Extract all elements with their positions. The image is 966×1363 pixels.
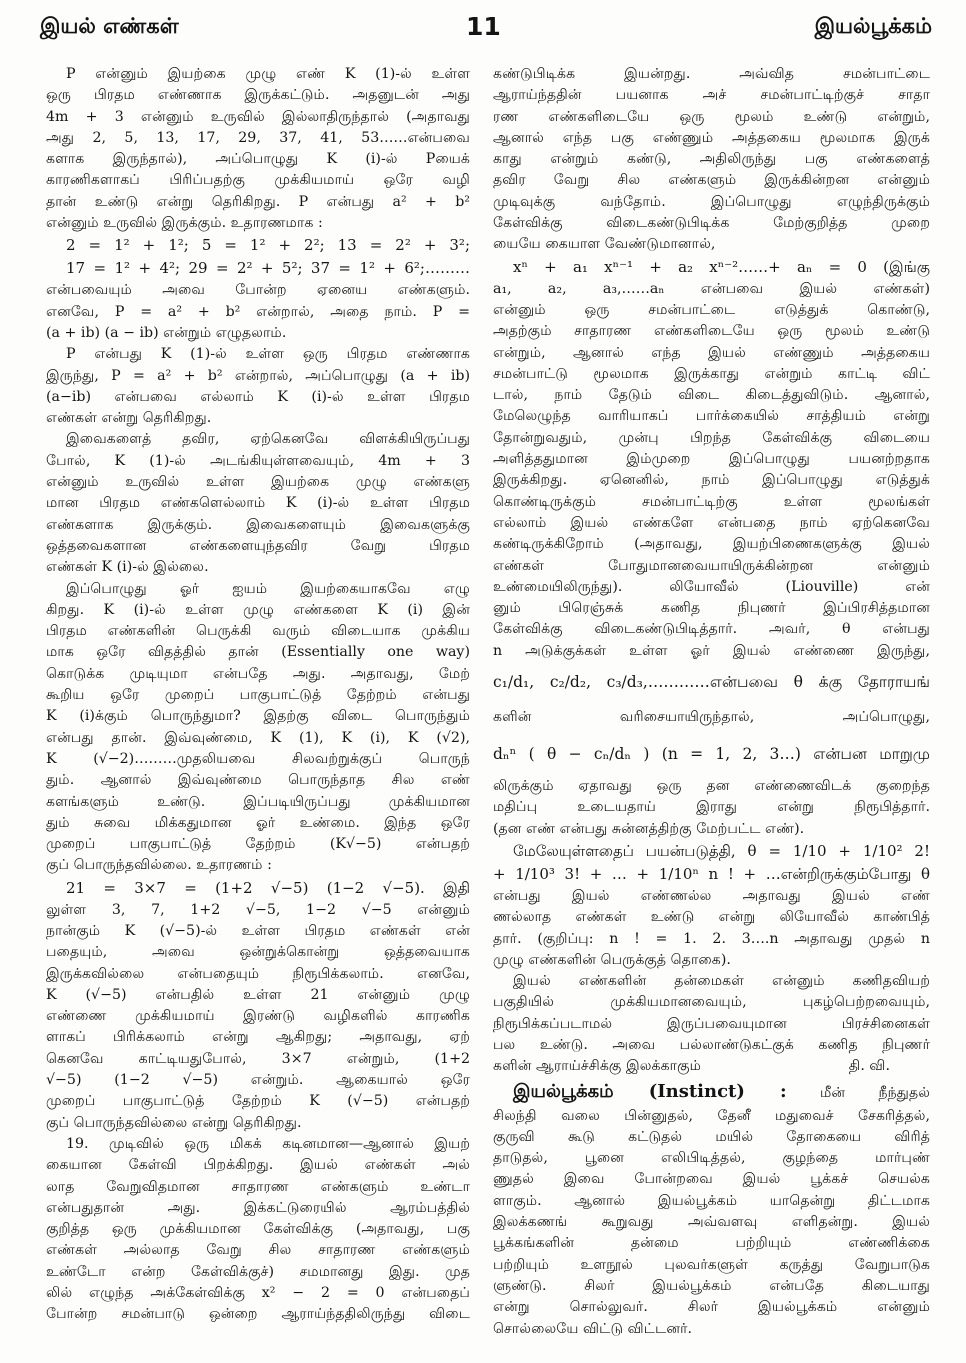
formula-line: xⁿ + a₁ xⁿ⁻¹ + a₂ xⁿ⁻²……+ aₙ = 0 (இங்கு — [513, 257, 930, 276]
text-line: என்றும், ஆனால் எந்த இயல் எண்ணும் அத்தகைய — [493, 344, 930, 361]
text-line: லிருக்கும் ஏதாவது ஒரு தன எண்ணைவிடக் குறைந்த — [493, 778, 930, 795]
text-line: n அடுக்குக்கள் உள்ள ஓர் இயல் எண்ணை இருந்து, — [493, 642, 930, 659]
text-line: டால், நாம் தேடும் விடை கிடைத்துவிடும். ஆனால், — [493, 387, 930, 404]
text-line: எல்லாம் இயல் எண்களே என்பதை நாம் ஏற்கெனவே — [493, 514, 930, 531]
text-line: ஒத்தவைகளான எண்களையுந்தவிர வேறு பிரதம — [46, 537, 470, 554]
text-line: இயல் எண்களின் தன்மைகள் என்னும் கணிதவியற் — [513, 973, 930, 990]
text-line: தவிர வேறு சில எண்களும் இருக்கின்றன என்னும் — [493, 172, 930, 189]
formula-line: 2 = 1² + 1²; 5 = 1² + 2²; 13 = 2² + 3²; — [66, 236, 470, 255]
text-line: பகுதியில் முக்கியமானவையும், புகழ்பெற்றவையும், — [493, 994, 930, 1011]
text-line: என்னும் உருவில் இருக்கும். உதாரணமாக : — [46, 215, 323, 232]
text-line: உண்டோ என்ற கேள்விக்குச்) சமமானது இது. முத — [46, 1263, 470, 1280]
text-line: கொடுக்க முடியுமா என்பதே அது. அதாவது, மேற் — [46, 665, 470, 682]
text-line: களாக இருந்தால்), அப்பொழுது K (i)-ல் Pயைக் — [46, 151, 470, 168]
text-line: லாத வேறுவிதமான சாதாரண எண்களும் உண்டா — [46, 1178, 470, 1195]
text-line: இலக்கணங் கூறுவது அவ்வளவு எளிதன்று. இயல் — [493, 1214, 930, 1231]
text-line: என்னும் ஒரு சமன்பாட்டை எடுத்துக் கொண்டு, — [493, 301, 930, 318]
text-line: எண்கள் K (i)-ல் இல்லை. — [46, 559, 209, 576]
text-line: K (√−2)………முதலியவை சிலவற்றுக்குப் பொருந் — [46, 750, 470, 767]
text-line: √−5) (1−2 √−5) என்றும். ஆகையால் ஒரே — [46, 1072, 470, 1089]
text-line: எண்ணை முக்கியமாய் இரண்டு வழிகளில் காரணிக — [46, 1008, 470, 1025]
text-line: காது என்றும் கண்டு, அதிலிருந்து பகு எண்களைத் — [493, 151, 930, 168]
text-line: குப் பொருந்தவில்லை என்று தெரிகிறது. — [46, 1114, 302, 1131]
text-line-content: மீன் நீந்துதல் — [819, 1084, 930, 1101]
text-line: பற்றியும் உளநூல் புலவர்களுள் கருத்து வேறுபாடுக — [493, 1256, 930, 1273]
text-line: ணுதல் இவை போன்றவை இயல் பூக்கச் செயல்க — [493, 1171, 930, 1188]
text-line: பல உண்டு. அவை பல்லாண்டுகட்குக் கணித நிபுணர் — [493, 1036, 930, 1053]
formula-line: 17 = 1² + 4²; 29 = 2² + 5²; 37 = 1² + 6²;……… — [66, 259, 470, 278]
text-line: களங்களும் உண்டு. இப்படியிருப்பது முக்கியமான — [46, 793, 470, 810]
text-line: ஒரு பிரதம எண்ணாக இருக்கட்டும். அதனுடன் அது — [46, 87, 470, 104]
paragraph — [46, 579, 470, 1134]
text-line: (தன எண் என்பது சுன்னத்திற்கு மேற்பட்ட எண்). — [493, 820, 805, 837]
paragraph — [46, 1134, 470, 1326]
text-line: கூறிய ஒரே முறைப் பாகுபாட்டுத் தேற்றம் என்பது — [46, 687, 470, 704]
paragraph — [493, 840, 930, 971]
text-line: காரணிகளாகப் பிரிப்பதற்கு முக்கியமாய் ஒரே வழி — [46, 172, 470, 189]
text-line: பிரதம எண்களின் பெருக்கி வரும் விடையாக முக்கிய — [46, 623, 470, 640]
page-number: 11 — [466, 12, 501, 41]
text-line: என்னும் உருவில் உள்ள இயற்கை முழு எண்களு — [46, 474, 470, 491]
text-line: தான் உண்டு என்று தெரிகிறது. P என்பது a² + b² — [46, 193, 470, 210]
formula-line: dₙⁿ ( θ − cₙ/dₙ ) (n = 1, 2, 3…) என்பன மாறுமு — [493, 745, 930, 764]
paragraph — [46, 344, 470, 429]
text-line: தோன்றுவதும், முன்பு பிறந்த கேள்விக்கு விடையை — [493, 429, 930, 446]
text-line: யையே கையாள வேண்டுமானால், — [493, 236, 716, 253]
text-line: எனவே, P = a² + b² என்றால், அதை நாம். P = — [46, 303, 470, 320]
text-line: மேலெழுந்த வாரியாகப் பார்க்கையில் சாத்தியம் என்று — [493, 408, 930, 425]
left-column — [46, 64, 470, 1326]
text-line: தாடுதல், பூனை எலிபிடித்தல், குழந்தை மார்புண் — [493, 1150, 930, 1167]
text-line: உண்மையிலிருந்து). லியோவீல் (Liouville) என் — [493, 578, 930, 595]
text-line: எண்களாக இருக்கும். இவைகளையும் இவைகளுக்கு — [46, 516, 470, 533]
text-line: நிரூபிக்கப்படாமல் இருப்பவையுமான பிரச்சினைகள் — [493, 1015, 930, 1032]
text-line: என்பதுதான் அது. இக்கட்டுரையில் ஆரம்பத்தில் — [46, 1199, 470, 1216]
paragraph — [493, 971, 930, 1077]
right-column — [493, 64, 930, 1340]
text-line: குப் பொருந்தவில்லை. உதாரணம் : — [46, 857, 272, 874]
text-line: P என்னும் இயற்கை முழு எண் K (1)-ல் உள்ள — [66, 66, 470, 82]
text-line: போல், K (1)-ல் அடங்கியுள்ளவையும், 4m + 3 — [46, 452, 470, 469]
text-line: எண்கள் அல்லாத வேறு சில சாதாரண எண்களும் — [46, 1242, 470, 1259]
text-line: கெனவே காட்டியதுபோல், 3×7 என்றும், (1+2 — [46, 1050, 470, 1067]
text-line: கேள்விக்கு விடைகண்டுபிடித்தார். அவர், θ என்பது — [493, 621, 930, 638]
text-line: எண்கள் என்று தெரிகிறது. — [46, 410, 212, 427]
text-line: நான்கும் K (√−5)-ல் உள்ள பிரதம எண்கள் என் — [46, 922, 470, 939]
text-line: மான பிரதம எண்களெல்லாம் K (i)-ல் உள்ள பிரதம — [46, 495, 470, 512]
formula-line: 21 = 3×7 = (1+2 √−5) (1−2 √−5). இதி — [66, 878, 470, 897]
text-line: போன்ற சமன்பாடு ஒன்றை ஆராய்ந்ததிலிருந்து விடை — [46, 1306, 470, 1323]
text-line: கண்டிருக்கிறோம் (அதாவது, இயற்பிணைகளுக்கு இயல் — [493, 536, 930, 553]
text-line: ளுண்டு. சிலர் இயல்பூக்கம் என்பதே கிடையாது — [493, 1277, 930, 1294]
text-line: முறைப் பாகுபாட்டுத் தேற்றம் K (√−5) என்பதற் — [46, 1093, 470, 1110]
running-head-left: இயல் எண்கள் — [40, 14, 179, 38]
text-line: (a + ib) (a − ib) என்றும் எழுதலாம். — [46, 324, 287, 341]
text-line: னும் பிரெஞ்சுக் கணித நிபுணர் இப்பிரசித்தமான — [493, 600, 930, 617]
paragraph — [46, 429, 470, 578]
text-line: சொல்லையே விட்டு விட்டனர். — [493, 1320, 693, 1337]
text-line: ஆராய்ந்ததின் பயனாக அச் சமன்பாட்டிற்குச் சாதா — [493, 87, 930, 104]
entry-paragraph — [493, 1078, 930, 1340]
author-initials: தி. வி. — [848, 1058, 890, 1075]
text-line: குருவி கூடு கட்டுதல் மயில் தோகையை விரித் — [493, 1128, 930, 1145]
text-line: a₁, a₂, a₃,……aₙ என்பவை இயல் எண்கள்) — [493, 280, 930, 297]
text-line: அளித்ததுமான இம்முறை இப்பொழுது பயனற்றதாக — [493, 451, 930, 468]
text-line: மாக ஒரே விதத்தில் தான் (Essentially one way) — [46, 644, 470, 661]
text-line: ளாகும். ஆனால் இயல்பூக்கம் யாதென்று திட்டமாக — [493, 1192, 930, 1209]
text-line: கண்டுபிடிக்க இயன்றது. அவ்வித சமன்பாட்டை — [493, 66, 930, 82]
text-line: லுள்ள 3, 7, 1+2 √−5, 1−2 √−5 என்னும் — [46, 901, 470, 918]
text-line: என்பது இயல் எண்ணல்ல அதாவது இயல் எண் — [493, 887, 930, 904]
paragraph — [46, 64, 470, 344]
formula-line: c₁/d₁, c₂/d₂, c₃/d₃,…………என்பவை θ க்கு தோராயங் — [493, 673, 930, 692]
paragraph — [493, 256, 930, 840]
text-line: அது 2, 5, 13, 17, 29, 37, 41, 53……என்பவை — [46, 129, 470, 146]
text-line: K (i)க்கும் பொருந்துமா? இதற்கு விடை பொருந்தும் — [46, 708, 470, 725]
text-line: முறைப் பாகுபாட்டுத் தேற்றம் (K√−5) என்பதற் — [46, 836, 470, 853]
text-line: பதையும், அவை ஒன்றுக்கொன்று ஒத்தவையாக — [46, 944, 470, 961]
text-line: ளாகப் பிரிக்கலாம் என்று ஆகிறது; அதாவது, ஏற் — [46, 1029, 470, 1046]
text-line: கையான கேள்வி பிறக்கிறது. இயல் எண்கள் அல் — [46, 1157, 470, 1174]
text-line: மதிப்பு உடையதாய் இராது என்று நிரூபித்தார். — [493, 799, 930, 816]
text-line: முடிவுக்கு வந்தோம். இப்பொழுது எழுந்திருக்கும் — [493, 193, 930, 210]
text-line: கேள்விக்கு விடைகண்டுபிடிக்க மேற்குறித்த முறை — [493, 215, 930, 232]
text-line: 19. முடிவில் ஒரு மிகக் கடினமான—ஆனால் இயற் — [66, 1135, 470, 1152]
text-line: குறித்த ஒரு முக்கியமான கேள்விக்கு (அதாவது, பகு — [46, 1221, 470, 1238]
running-head-right: இயல்பூக்கம் — [814, 14, 932, 38]
text-line: ஆனால் எந்த பகு எண்ணும் அத்தகைய மூலமாக இருக் — [493, 129, 930, 146]
text-line: 4m + 3 என்னும் உருவில் இல்லாதிருந்தால் (அதாவது — [46, 108, 470, 125]
text-line: சமன்பாட்டு மூலமாக இருக்காது என்றும் காட்டி விட் — [493, 365, 930, 382]
text-line: என்பவையும் அவை போன்ற ஏனைய எண்களும். — [46, 282, 470, 299]
text-line: தும். ஆனால் இவ்வுண்மை பொருந்தாத சில எண் — [46, 772, 470, 789]
text-line: இருக்கிறது. ஏனெனில், நாம் இப்பொழுது எடுத்துக் — [493, 472, 930, 489]
text-line: என்று சொல்லுவர். சிலர் இயல்பூக்கம் என்னும் — [493, 1299, 930, 1316]
text-line: P என்பது K (1)-ல் உள்ள ஒரு பிரதம எண்ணாக — [66, 346, 470, 363]
text-line: இப்பொழுது ஓர் ஐயம் இயற்கையாகவே எழு — [66, 580, 470, 597]
text-line: ணல்லாத எண்கள் உண்டு என்று லியோவீல் காண்பித் — [493, 909, 930, 926]
text-line: இருக்கவில்லை என்பதையும் நிரூபிக்கலாம். எனவே, — [46, 965, 470, 982]
text-line: அதற்கும் சாதாரண எண்களிடையே ஒரு மூலம் உண்டு — [493, 323, 930, 340]
text-line: இருந்து, P = a² + b² என்றால், அப்பொழுது (a + ib) — [46, 367, 470, 384]
formula-line: மேலேயுள்ளதைப் பயன்படுத்தி, θ = 1/10 + 1/10² 2! — [513, 841, 930, 860]
text-line: கொண்டிருக்கும் சமன்பாட்டிற்கு உள்ள மூலங்கள் — [493, 493, 930, 510]
text-line: இவைகளைத் தவிர, ஏற்கெனவே விளக்கியிருப்பது — [66, 431, 470, 448]
paragraph — [493, 64, 930, 256]
text-line: தும் சுவை மிக்கதுமான ஓர் உண்மை. இந்த ஒரே — [46, 814, 470, 831]
text-line: ரண எண்களிடையே ஒரு மூலம் உண்டு என்றும், — [493, 108, 930, 125]
text-line: K (√−5) என்பதில் உள்ள 21 என்னும் முழு — [46, 986, 470, 1003]
formula-line: + 1/10³ 3! + … + 1/10ⁿ n ! + …என்றிருக்கும்போது θ — [493, 864, 930, 883]
text-line: களின் வரிசையாயிருந்தால், அப்பொழுது, — [493, 709, 930, 726]
text-line: முழு எண்களின் பெருக்குத் தொகை). — [493, 951, 731, 968]
text-line: தார். (குறிப்பு: n ! = 1. 2. 3….n அதாவது முதல் n — [493, 930, 930, 947]
text-line: (a−ib) என்பவை எல்லாம் K (i)-ல் உள்ள பிரதம — [46, 388, 470, 405]
entry-heading: இயல்பூக்கம் (Instinct) : — [513, 1080, 787, 1102]
text-line: எண்கள் போதுமானவையாயிருக்கின்றன என்னும் — [493, 557, 930, 574]
text-line — [493, 1056, 930, 1077]
text-line-content: களின் ஆராய்ச்சிக்கு இலக்காகும் — [493, 1058, 702, 1075]
text-line: என்பது தான். இவ்வுண்மை, K (1), K (i), K (√2), — [46, 729, 470, 746]
text-line: பூக்கங்களின் தன்மை பற்றியும் எண்ணிக்கை — [493, 1235, 930, 1252]
text-line: கிறது. K (i)-ல் உள்ள முழு எண்களை K (i) இன் — [46, 601, 470, 618]
text-line: லில் எழுந்த அக்கேள்விக்கு x² − 2 = 0 என்பதைப் — [46, 1285, 470, 1302]
text-line: சிலந்தி வலை பின்னுதல், தேனீ மதுவைச் சேகரித்தல், — [493, 1107, 930, 1124]
text-line — [493, 1078, 930, 1106]
